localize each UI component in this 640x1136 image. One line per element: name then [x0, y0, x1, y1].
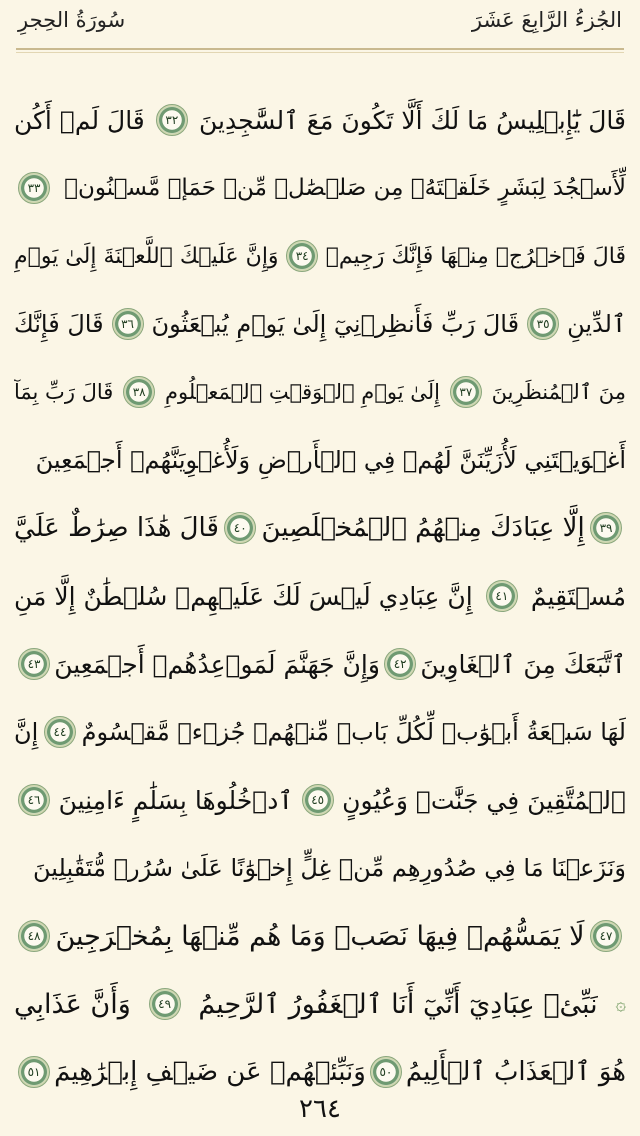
- verse-text: وَنَزَعۡنَا مَا فِي صُدُورِهِم مِّنۡ غِلٍّ إِخۡوَٰنًا عَلَىٰ سُرُرٖ مُّتَقَٰبِلِينَ: [33, 854, 626, 882]
- verse-text: أَغۡوَيۡتَنِي لَأُزَيِّنَنَّ لَهُمۡ فِي ٱلۡأَرۡضِ وَلَأُغۡوِيَنَّهُمۡ أَجۡمَعِينَ: [35, 446, 626, 474]
- verse-text: قَالَ رَبِّ فَأَنظِرۡنِيٓ إِلَىٰ يَوۡمِ يُبۡعَثُونَ: [151, 310, 520, 338]
- ayah-number-marker: ٣٧: [450, 376, 482, 408]
- verse-text: إِلَّا عِبَادَكَ مِنۡهُمُ ٱلۡمُخۡلَصِينَ: [261, 513, 585, 543]
- page-header: [0, 0, 640, 48]
- text-line: [14, 698, 626, 766]
- text-line: [14, 970, 626, 1038]
- ayah-number-marker: ٣٦: [112, 308, 144, 340]
- verse-text: قَالَ لَمۡ أَكُن: [14, 105, 145, 135]
- verse-text: إِنَّ: [14, 718, 39, 746]
- ayah-number-marker: ٤٧: [590, 920, 622, 952]
- verse-text: ٱلدِّينِ: [567, 310, 626, 338]
- verse-text: قَالَ رَبِّ بِمَآ: [14, 380, 114, 404]
- text-line: [14, 494, 626, 562]
- verse-text: إِنَّ عِبَادِي لَيۡسَ لَكَ عَلَيۡهِمۡ سُلۡطَٰنٌ إِلَّا مَنِ: [14, 581, 473, 611]
- mushaf-text: [14, 86, 626, 1106]
- ayah-number-marker: ٤٣: [18, 648, 50, 680]
- ayah-number-marker: ٣٨: [123, 376, 155, 408]
- verse-text: مِنَ ٱلۡمُنظَرِينَ: [491, 380, 626, 404]
- verse-text: لَا يَمَسُّهُمۡ فِيهَا نَصَبٞ وَمَا هُم مِّنۡهَا بِمُخۡرَجِينَ: [55, 920, 585, 952]
- text-line: [14, 86, 626, 154]
- verse-text: وَإِنَّ جَهَنَّمَ لَمَوۡعِدُهُمۡ أَجۡمَعِينَ: [54, 649, 380, 679]
- verse-text: لَهَا سَبۡعَةُ أَبۡوَٰبٖ لِّكُلِّ بَابٖ مِّنۡهُمۡ جُزۡءٞ مَّقۡسُومٌ: [81, 718, 626, 746]
- ayah-number-marker: ٤٢: [384, 648, 416, 680]
- verse-text: وَإِنَّ عَلَيۡكَ ٱللَّعۡنَةَ إِلَىٰ يَوۡمِ: [14, 243, 279, 269]
- surah-name: سُورَةُ الحِجرِ: [18, 8, 126, 32]
- verse-text: نَبِّئۡ عِبَادِيٓ أَنِّيٓ أَنَا ٱلۡغَفُورُ ٱلرَّحِيمُ: [198, 988, 598, 1020]
- text-line: [14, 562, 626, 630]
- verse-text: ٱدۡخُلُوهَا بِسَلَٰمٍ ءَامِنِينَ: [58, 785, 294, 815]
- text-line: [14, 426, 626, 494]
- text-line: [14, 902, 626, 970]
- text-line: [14, 222, 626, 290]
- text-line: [14, 154, 626, 222]
- page-number: ٢٦٤: [299, 1094, 341, 1124]
- text-line: [14, 290, 626, 358]
- text-line: [14, 834, 626, 902]
- text-line: [14, 766, 626, 834]
- text-line: [14, 358, 626, 426]
- ayah-number-marker: ٤٤: [44, 716, 76, 748]
- ayah-number-marker: ٣٣: [18, 172, 50, 204]
- verse-text: مُسۡتَقِيمٌ: [530, 581, 626, 611]
- verse-text: ٱلۡمُتَّقِينَ فِي جَنَّٰتٖ وَعُيُونٍ: [342, 785, 626, 815]
- verse-text: ٱتَّبَعَكَ مِنَ ٱلۡغَاوِينَ: [420, 649, 626, 679]
- verse-text: وَأَنَّ عَذَابِي: [14, 988, 131, 1020]
- ayah-number-marker: ٤٨: [18, 920, 50, 952]
- juz-name: الجُزءُ الرَّابِعَ عَشَرَ: [471, 8, 622, 32]
- ayah-number-marker: ٣٤: [286, 240, 318, 272]
- verse-text: قَالَ يَٰٓإِبۡلِيسُ مَا لَكَ أَلَّا تَكُونَ مَعَ ٱلسَّٰجِدِينَ: [198, 105, 626, 135]
- ayah-number-marker: ٤٦: [18, 784, 50, 816]
- text-line: [14, 630, 626, 698]
- ayah-number-marker: ٥١: [18, 1056, 50, 1088]
- verse-text: لِّأَسۡجُدَ لِبَشَرٍ خَلَقۡتَهُۥ مِن صَلۡصَٰلٖ مِّنۡ حَمَإٖ مَّسۡنُونٖ: [64, 175, 626, 201]
- ayah-number-marker: ٣٥: [527, 308, 559, 340]
- ayah-number-marker: ٣٢: [156, 104, 188, 136]
- verse-text: قَالَ فَٱخۡرُجۡ مِنۡهَا فَإِنَّكَ رَجِيمٞ: [325, 243, 626, 269]
- verse-text: قَالَ فَإِنَّكَ: [14, 310, 104, 338]
- verse-text: هُوَ ٱلۡعَذَابُ ٱلۡأَلِيمُ: [405, 1057, 626, 1087]
- header-divider: [16, 48, 624, 50]
- header-divider-inner: [16, 52, 624, 53]
- verse-text: وَنَبِّئۡهُمۡ عَن ضَيۡفِ إِبۡرَٰهِيمَ: [54, 1057, 366, 1087]
- ayah-number-marker: ٤١: [486, 580, 518, 612]
- ayah-number-marker: ٤٠: [224, 512, 256, 544]
- ayah-number-marker: ٤٩: [149, 988, 181, 1020]
- ayah-number-marker: ٥٠: [370, 1056, 402, 1088]
- ayah-number-marker: ٣٩: [590, 512, 622, 544]
- ayah-number-marker: ٤٥: [302, 784, 334, 816]
- verse-text: قَالَ هَٰذَا صِرَٰطٌ عَلَيَّ: [14, 513, 219, 543]
- rub-el-hizb-icon: ۞: [615, 993, 626, 1015]
- verse-text: إِلَىٰ يَوۡمِ ٱلۡوَقۡتِ ٱلۡمَعۡلُومِ: [164, 380, 441, 404]
